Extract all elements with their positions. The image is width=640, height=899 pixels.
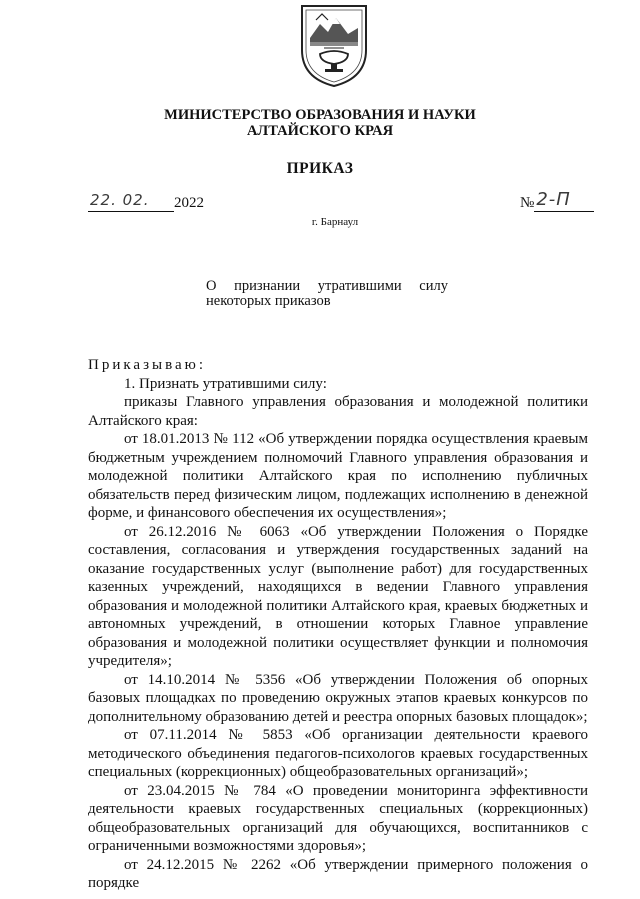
document-date (88, 191, 204, 212)
document-title: ПРИКАЗ (286, 160, 354, 177)
order-entry: от 24.12.2015 № 2262 «Об утверждении примерного положения о порядке (88, 856, 588, 891)
document-subject (206, 279, 448, 309)
handwritten-number: 2-П (536, 189, 571, 210)
order-entry: от 14.10.2014 № 5356 «Об утверждении Положения об опорных базовых площадках по проведению окружных этапов краевых конкурсов по дополнительному образованию детей и реестра опорных базовых площадок»; (88, 671, 588, 725)
document-number (520, 189, 594, 212)
order-entry: от 07.11.2014 № 5853 «Об организации деятельности краевого методического объединения педагогов-психологов краевых государственных специальных (коррекционных) общеобразовательных организаций»; (88, 727, 588, 780)
handwritten-date: 22. 02. (90, 191, 150, 209)
order-word: Приказываю: (88, 357, 206, 373)
order-entry: от 23.04.2015 № 784 «О проведении мониторинга эффективности деятельности краевых государственных специальных (коррекционных) общеобразовательных организаций для обучающихся, воспитанников с ограниченными возможностями здоровья»; (88, 782, 588, 854)
document-body (88, 356, 588, 893)
subject-line2: некоторых приказов (206, 293, 331, 309)
date-year: 2022 (174, 195, 204, 211)
city: г. Барнаул (311, 216, 359, 228)
ministry-name-line1: МИНИСТЕРСТВО ОБРАЗОВАНИЯ И НАУКИ (164, 107, 476, 123)
order-entry: от 26.12.2016 № 6063 «Об утверждении Положения о Порядке составления, согласования и утверждения государственных заданий на оказание государственных услуг (выполнение работ) для государственных казенных учреждений, находящихся в ведении Главного управления образования и молодежной политики Алтайского края, краевых бюджетных и автономных учреждений, в отношении которых Главное управление образования и молодежной политики осуществляет функции и полномочия учредителя»; (88, 523, 588, 669)
number-prefix: № (520, 195, 535, 211)
date-blank (88, 191, 174, 212)
item-1: 1. Признать утратившими силу: (124, 375, 327, 392)
ministry-name-line2: АЛТАЙСКОГО КРАЯ (246, 123, 394, 139)
number-blank (534, 189, 594, 212)
altai-coat-of-arms-icon (298, 2, 370, 88)
subject-line1: О признании утратившими силу (206, 278, 448, 294)
orders-intro: приказы Главного управления образования и молодежной политики Алтайского края: (88, 394, 588, 429)
order-entry: от 18.01.2013 № 112 «Об утверждении порядка осуществления краевым бюджетным учреждением полномочий Главного управления образования и молодежной политики Алтайского края по исполнению публичных обязательств перед физическим лицом, подлежащих исполнению в денежной форме, и финансового обеспечения их осуществления»; (88, 431, 588, 521)
